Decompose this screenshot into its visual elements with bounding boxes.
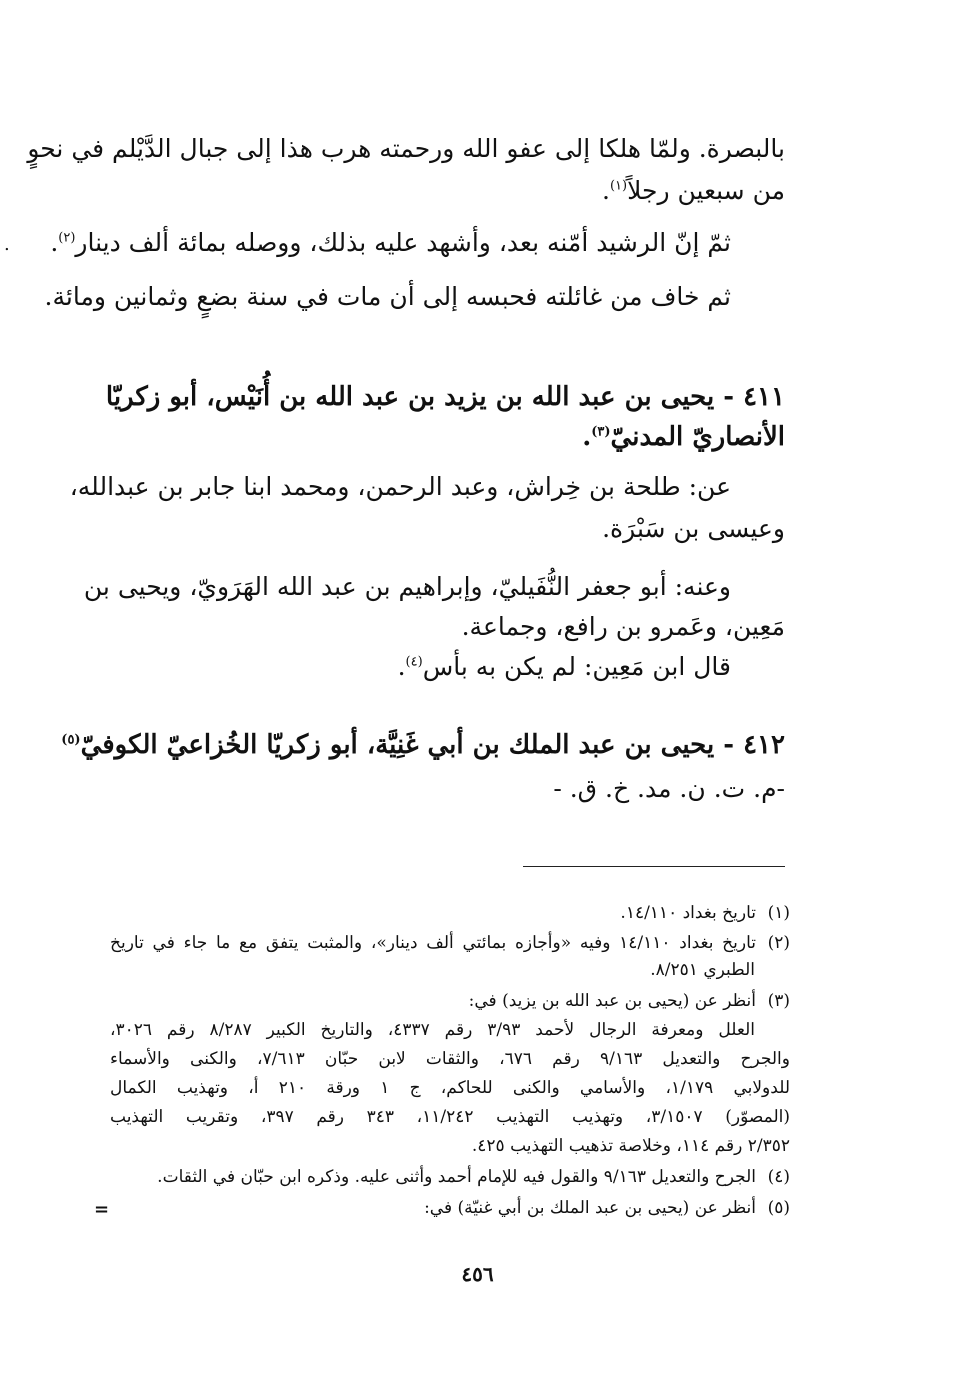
footnote-number: (٤) — [767, 1167, 790, 1187]
punctuation: . — [602, 176, 610, 205]
body-text: قال ابن مَعِين: لم يكن به بأس — [422, 652, 731, 681]
entry-title: الأنصاريّ المدنيّ — [610, 422, 785, 452]
narrators-to: مَعِين، وعَمرو بن رافع، وجماعة. — [461, 612, 785, 641]
body-line — [398, 650, 731, 684]
punctuation: . — [50, 228, 59, 257]
footnote-marker: (١) — [609, 178, 628, 194]
body-line — [27, 132, 785, 166]
footnote-text: الطبري ٨/٢٥١. — [650, 960, 755, 980]
footnote-separator — [523, 866, 785, 867]
entry-heading — [61, 728, 785, 762]
body-line — [69, 470, 731, 504]
entry-title: ٤١١ - يحيى بن عبد الله بن يزيد بن عبد الله بن أُنَيْس، أبو زكريّا — [105, 382, 785, 412]
entry-heading — [105, 380, 785, 414]
continuation-mark: = — [94, 1199, 110, 1220]
body-text: ثمّ إنّ الرشيد أمّنه بعد، وأشهد عليه بذلك، ووصله بمائة ألف دينار — [75, 228, 731, 257]
footnote — [424, 1195, 790, 1221]
body-line — [462, 610, 785, 644]
punctuation: . — [397, 652, 406, 681]
footnote-number: (٢) — [767, 933, 790, 953]
entry-heading — [582, 420, 785, 454]
footnote-text: أنظر عن (يحيى بن عبد الملك بن أبي غنيّة) في: — [424, 1198, 756, 1218]
footnote-text: للدولابي ١/١٧٩، والأسامي والكنى للحاكم، ج ١ ورقة ٢١٠ أ، وتهذيب الكمال — [110, 1078, 791, 1098]
body-line — [50, 226, 731, 260]
body-text: بالبصرة. ولمّا هلكا إلى عفو الله ورحمته هرب هذا إلى جبال الدَّيْلم في نحوٍ — [27, 134, 785, 163]
page-number: ٤٥٦ — [461, 1262, 494, 1286]
footnote-marker: (٥) — [61, 732, 81, 748]
entry-title: ٤١٢ - يحيى بن عبد الملك بن أبي غَنِيَّة، أبو زكريّا الخُزاعيّ الكوفيّ — [80, 730, 785, 760]
footnote — [157, 1164, 790, 1190]
narrators-from: عن: طلحة بن خِراش، وعبد الرحمن، ومحمد ابنا جابر بن عبدالله، — [69, 472, 731, 501]
footnote-line — [110, 1104, 790, 1130]
footnote-number: (١) — [767, 903, 790, 923]
footnote-text: والجرح والتعديل ٩/١٦٣ رقم ٦٧٦، والثقات لابن حبّان ٧/٦١٣، والكنى والأسماء — [110, 1049, 790, 1069]
footnote — [110, 930, 790, 956]
footnote-number: (٣) — [767, 991, 790, 1011]
body-text: من سبعين رجلاً — [627, 176, 785, 205]
footnote-marker: (٢) — [58, 230, 76, 246]
footnote-text: تاريخ بغداد ١٤/١١٠ وفيه «وأجازه بمائتي ألف دينار»، والمثبت يتفق مع ما جاء في تاريخ — [110, 933, 756, 953]
footnote — [469, 988, 790, 1014]
footnote-marker: (٣) — [591, 424, 611, 440]
body-line — [45, 280, 731, 314]
footnote-line — [472, 1133, 790, 1159]
body-line — [83, 570, 731, 604]
footnote-line — [650, 957, 755, 983]
body-line — [602, 174, 785, 208]
footnote — [620, 900, 790, 926]
narrators-from: وعيسى بن سَبْرَة. — [602, 514, 785, 543]
body-text: ثم خاف من غائلته فحبسه إلى أن مات في سنة بضعٍ وثمانين ومائة. — [44, 282, 731, 311]
footnote-text: أنظر عن (يحيى بن عبد الله بن يزيد) في: — [468, 991, 756, 1011]
body-line — [553, 772, 785, 806]
punctuation: . — [582, 422, 592, 452]
source-symbols: -م. ت. ن. مد. خ. ق. - — [553, 774, 785, 803]
footnote-line — [110, 1075, 790, 1101]
footnote-text: ٢/٣٥٢ رقم ١١٤، وخلاصة تذهيب التهذيب ٤٢٥. — [471, 1136, 790, 1156]
footnote-text: (المصوّر) ٣/١٥٠٧، وتهذيب التهذيب ١١/٢٤٢، ٣٤٣ رقم ٣٩٧، وتقريب التهذيب — [110, 1107, 791, 1127]
footnote-marker: (٤) — [405, 654, 423, 670]
footnote-text: تاريخ بغداد ١٤/١١٠. — [620, 903, 756, 923]
footnote-line — [110, 1017, 755, 1043]
footnote-text: العلل ومعرفة الرجال لأحمد ٣/٩٣ رقم ٤٣٣٧، والتاريخ الكبير ٨/٢٨٧ رقم ٣٠٢٦، — [110, 1020, 755, 1040]
margin-dot: . — [4, 234, 10, 255]
footnote-line — [110, 1046, 790, 1072]
footnote-number: (٥) — [767, 1198, 790, 1218]
narrators-to: وعنه: أبو جعفر النُّفَيليّ، وإبراهيم بن عبد الله الهَرَويّ، ويحيى بن — [83, 572, 731, 601]
footnote-text: الجرح والتعديل ٩/١٦٣ والقول فيه للإمام أحمد وأثنى عليه. وذكره ابن حبّان في الثقات. — [157, 1167, 756, 1187]
body-line — [602, 512, 785, 546]
